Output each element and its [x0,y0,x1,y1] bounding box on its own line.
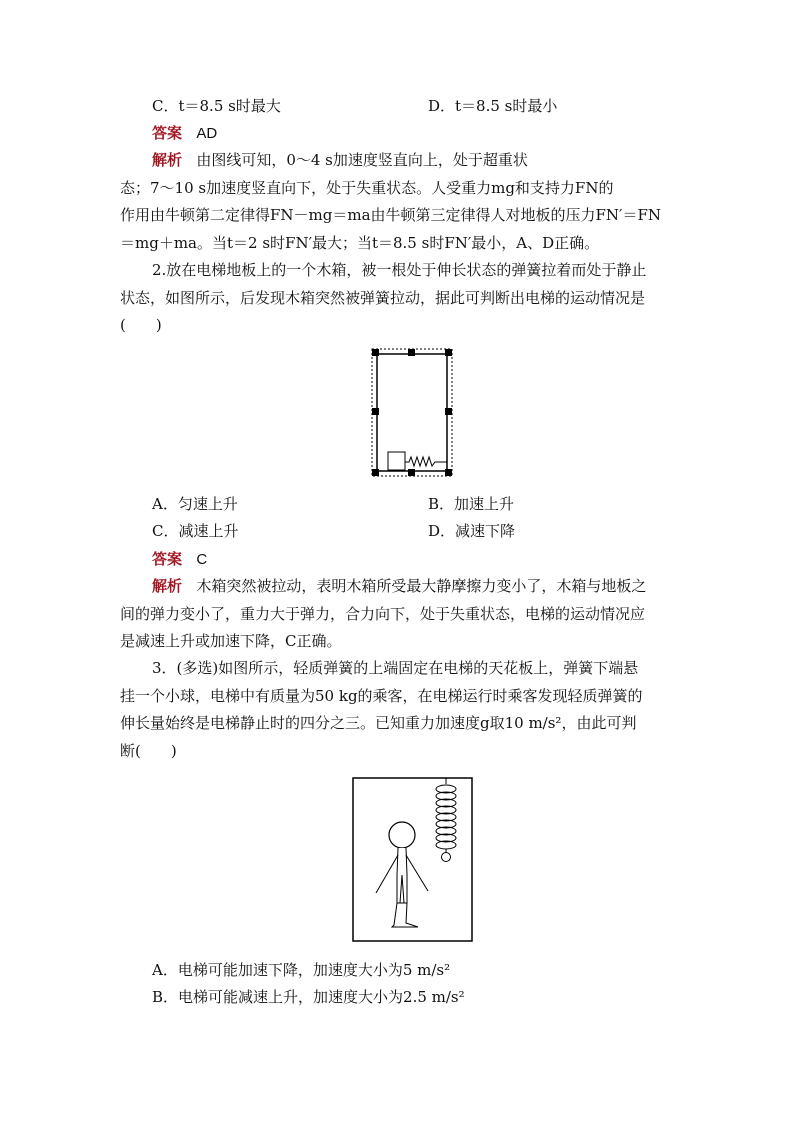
q1-analysis-row-4: ＝mg＋ma。当t＝2 s时FN′最大；当t＝8.5 s时FN′最小，A、D正确。 [120,234,600,252]
analysis-text: 由图线可知，0～4 s加速度竖直向上，处于超重状 [196,151,528,169]
analysis-text: 木箱突然被拉动，表明木箱所受最大静摩擦力变小了，木箱与地板之 [196,577,647,595]
q2-analysis-row-3: 是减速上升或加速下降，C正确。 [120,632,342,650]
answer-label: 答案 [152,550,183,568]
q3-stem-row-4: 断( ) [120,742,177,760]
q1-answer-row [152,123,217,144]
q1-option-c: C．t＝8.5 s时最大 [152,97,281,115]
q2-answer-row [152,549,207,570]
q1-option-d: D．t＝8.5 s时最小 [428,97,558,115]
q2-stem-row-1: 2.放在电梯地板上的一个木箱，被一根处于伸长状态的弹簧拉着而处于静止 [152,261,647,279]
q2-option-d: D．减速下降 [428,522,516,540]
q2-option-c: C．减速上升 [152,522,239,540]
elevator-box-spring-figure [368,345,456,480]
q2-stem-row-3: ( ) [120,316,162,334]
q2-option-b: B．加速上升 [428,495,515,513]
answer-value: C [196,551,208,568]
q1-analysis-row-3: 作用由牛顿第二定律得FN－mg＝ma由牛顿第三定律得人对地板的压力FN′＝FN [120,206,661,224]
answer-label: 答案 [152,124,183,142]
q3-stem-row-1: 3．(多选)如图所示，轻质弹簧的上端固定在电梯的天花板上，弹簧下端悬 [152,659,639,677]
q3-stem-row-3: 伸长量始终是电梯静止时的四分之三。已知重力加速度g取10 m/s²，由此可判 [120,714,637,732]
q2-analysis-row-2: 间的弹力变小了，重力大于弹力，合力向下，处于失重状态，电梯的运动情况应 [120,605,646,623]
answer-value: AD [196,125,218,142]
q2-option-a: A．匀速上升 [152,495,238,513]
q3-option-b: B．电梯可能减速上升，加速度大小为2.5 m/s² [152,988,465,1006]
analysis-label: 解析 [152,577,183,595]
q1-analysis-row-2: 态；7～10 s加速度竖直向下，处于失重状态。人受重力mg和支持力FN的 [120,179,614,197]
q2-analysis-row-1 [152,576,646,596]
q1-analysis-row-1 [152,150,528,170]
q2-stem-row-2: 状态，如图所示，后发现木箱突然被弹簧拉动，据此可判断出电梯的运动情况是 [120,289,646,307]
q3-stem-row-2: 挂一个小球，电梯中有质量为50 kg的乘客，在电梯运行时乘客发现轻质弹簧的 [120,687,643,705]
analysis-label: 解析 [152,151,183,169]
elevator-spring-passenger-figure [350,775,475,945]
q3-option-a: A．电梯可能加速下降，加速度大小为5 m/s² [152,961,451,979]
